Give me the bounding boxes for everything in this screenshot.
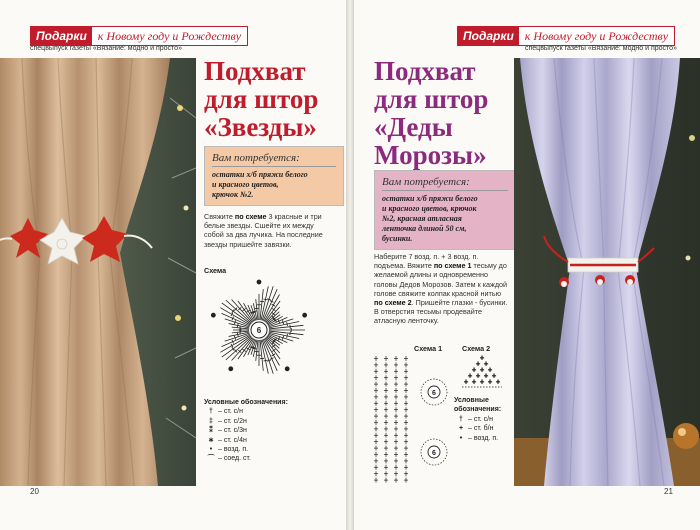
stitch-tick bbox=[253, 311, 257, 312]
instructions-segment: 3 красные и три белые звезды. Сшейте их между собой за два лучика. На последние звезды пришейте завязки. bbox=[204, 212, 323, 249]
legend bbox=[204, 398, 324, 464]
legend-row bbox=[204, 445, 324, 454]
lilac-curtain-photo bbox=[514, 58, 700, 486]
instructions-text bbox=[374, 252, 508, 326]
stitch-mark: + bbox=[463, 379, 469, 386]
article-title bbox=[204, 57, 318, 141]
stitch-tick bbox=[264, 360, 268, 361]
title-line-2: для штор bbox=[374, 84, 489, 114]
legend-symbol: • bbox=[459, 434, 463, 442]
legend-text: – соед. ст. bbox=[218, 455, 251, 463]
subheader: спецвыпуск газеты «Вязание: модно и просто» bbox=[30, 45, 182, 52]
page-number: 21 bbox=[664, 487, 673, 496]
legend-text: – ст. с/н bbox=[468, 415, 493, 423]
legend-heading: Условные обозначения: bbox=[204, 399, 288, 406]
left-page bbox=[0, 0, 346, 530]
stitch-mark: + bbox=[471, 379, 477, 386]
legend-text: – ст. б/н bbox=[468, 425, 494, 433]
stitch-mark: + bbox=[483, 361, 489, 368]
stitch-tick bbox=[272, 349, 275, 351]
legend-symbol: • bbox=[209, 446, 213, 454]
hat-crochet-chart bbox=[458, 354, 506, 390]
stitch-mark: + bbox=[479, 367, 485, 374]
stitch-mark: + bbox=[467, 373, 473, 380]
instructions-segment: . Пришейте глазки - бусинки. В отверстия тесьмы продевайте атласную ленточку. bbox=[374, 298, 508, 326]
section-title: к Новому году и Рождеству bbox=[97, 28, 242, 43]
legend bbox=[454, 396, 516, 443]
materials-line-3: №2, красная атласная bbox=[382, 214, 462, 223]
stitch-tick bbox=[264, 299, 268, 300]
stitch-mark: + bbox=[479, 355, 485, 362]
chain-dot bbox=[211, 313, 215, 317]
legend-text: – ст. с/2н bbox=[218, 417, 247, 425]
materials-line-2: и красного цветов, крючок bbox=[382, 204, 477, 213]
title-line-3: «Деды bbox=[374, 112, 453, 142]
instructions-segment: по схеме 2 bbox=[374, 298, 412, 308]
stitch-mark bbox=[263, 339, 277, 371]
legend-row bbox=[204, 426, 324, 435]
beige-curtain-photo bbox=[0, 58, 196, 486]
stitch-mark bbox=[269, 321, 299, 327]
stitch-mark: + bbox=[487, 367, 493, 374]
stitch-tick bbox=[272, 308, 275, 310]
section-header bbox=[457, 26, 675, 46]
materials-heading: Вам потребуется: bbox=[212, 152, 336, 167]
stitch-mark: + bbox=[479, 379, 485, 386]
materials-line-5: бусинки. bbox=[382, 234, 413, 243]
materials-line-3: крючок №2. bbox=[212, 190, 254, 199]
chain-dot bbox=[257, 280, 261, 284]
instructions-segment: тесьму до желаемой длины и одновременно головы Дедов Морозов. Затем к каждой голове свяжите колпак красной нитью bbox=[374, 261, 508, 298]
legend-text: – возд. п. bbox=[468, 434, 499, 442]
chart-center-number: 6 bbox=[432, 450, 436, 457]
stitch-mark bbox=[222, 336, 251, 357]
legend-row bbox=[204, 407, 324, 416]
title-line-1: Подхват bbox=[374, 56, 476, 86]
stitch-mark: + bbox=[487, 379, 493, 386]
tape-crochet-chart bbox=[370, 352, 460, 486]
legend-row bbox=[454, 434, 516, 443]
materials-box bbox=[204, 146, 344, 206]
title-line-3: «Звезды» bbox=[204, 112, 317, 142]
stitch-tick bbox=[287, 334, 288, 338]
legend-row bbox=[454, 424, 516, 433]
stitch-mark: + bbox=[471, 367, 477, 374]
title-line-4: Морозы» bbox=[374, 140, 487, 170]
legend-text: – возд. п. bbox=[218, 446, 249, 454]
section-title: к Новому году и Рождеству bbox=[524, 28, 669, 43]
legend-heading: Условные обозначения: bbox=[454, 397, 502, 414]
stitch-tick bbox=[237, 324, 238, 328]
materials-line-1: остатки х/б пряжи белого bbox=[212, 170, 308, 179]
stitch-tick bbox=[243, 308, 246, 310]
legend-text: – ст. с/3н bbox=[218, 427, 247, 435]
scheme-1-label: Схема 1 bbox=[414, 344, 443, 353]
chart-center-number: 6 bbox=[432, 390, 436, 397]
legend-symbol: ∗ bbox=[208, 436, 214, 444]
legend-row bbox=[204, 436, 324, 445]
subheader: спецвыпуск газеты «Вязание: модно и просто» bbox=[525, 45, 677, 52]
legend-text: – ст. с/4н bbox=[218, 436, 247, 444]
stitch-mark bbox=[269, 332, 299, 338]
legend-symbol: † bbox=[459, 415, 463, 423]
stitch-mark: + bbox=[475, 373, 481, 380]
title-line-1: Подхват bbox=[204, 56, 306, 86]
stitch-mark: + bbox=[475, 361, 481, 368]
page-number: 20 bbox=[30, 487, 39, 496]
legend-row bbox=[204, 417, 324, 426]
curtain-illustration bbox=[514, 58, 700, 486]
stitch-tick bbox=[253, 348, 257, 349]
section-header bbox=[30, 26, 248, 46]
stitch-mark: + bbox=[495, 379, 501, 386]
chain-dot bbox=[229, 367, 233, 371]
legend-symbol: ‡ bbox=[209, 417, 213, 425]
legend-text: – ст. с/н bbox=[218, 408, 243, 416]
stitch-tick bbox=[232, 347, 234, 350]
chain-dot bbox=[285, 367, 289, 371]
legend-symbol: + bbox=[458, 425, 464, 433]
materials-line-1: остатки х/б пряжи белого bbox=[382, 194, 478, 203]
scheme-2-label: Схема 2 bbox=[462, 344, 491, 353]
materials-line-2: и красного цветов, bbox=[212, 180, 279, 189]
stitch-mark: + bbox=[491, 373, 497, 380]
legend-row bbox=[454, 415, 516, 424]
section-tag: Подарки bbox=[31, 27, 92, 45]
curtain-illustration bbox=[0, 58, 196, 486]
chart-center-number: 6 bbox=[256, 326, 262, 335]
stitch-mark: + bbox=[483, 373, 489, 380]
stitch-tick bbox=[243, 349, 246, 351]
stitch-tick bbox=[287, 322, 288, 326]
head-motif-1 bbox=[421, 379, 447, 405]
instructions-segment: Свяжите bbox=[204, 212, 235, 221]
legend-symbol: † bbox=[209, 408, 213, 416]
materials-heading: Вам потребуется: bbox=[382, 176, 508, 191]
instructions-text bbox=[204, 212, 332, 249]
stitch-mark bbox=[222, 303, 251, 324]
legend-symbol: ⌒ bbox=[207, 455, 215, 463]
scheme-label: Схема bbox=[204, 266, 227, 275]
stitch-tick bbox=[232, 309, 234, 312]
article-title bbox=[374, 57, 488, 169]
spine bbox=[346, 0, 354, 530]
stitch-tick bbox=[237, 333, 238, 337]
head-motif-2 bbox=[421, 439, 447, 465]
instructions-segment: по схеме bbox=[234, 212, 267, 221]
chain-dot bbox=[303, 313, 307, 317]
legend-row bbox=[204, 454, 324, 463]
star-crochet-chart bbox=[204, 276, 314, 380]
section-tag: Подарки bbox=[458, 27, 519, 45]
materials-box bbox=[374, 170, 516, 250]
stitch-mark bbox=[263, 289, 277, 321]
instructions-segment: Наберите 7 возд. п. + 3 возд. п. подъема. Вяжите bbox=[374, 252, 479, 271]
right-page bbox=[354, 0, 700, 530]
materials-line-4: ленточка длиной 50 см, bbox=[382, 224, 467, 233]
title-line-2: для штор bbox=[204, 84, 319, 114]
instructions-segment: по схеме 1 bbox=[433, 261, 472, 271]
legend-symbol: ⁑ bbox=[209, 427, 213, 435]
